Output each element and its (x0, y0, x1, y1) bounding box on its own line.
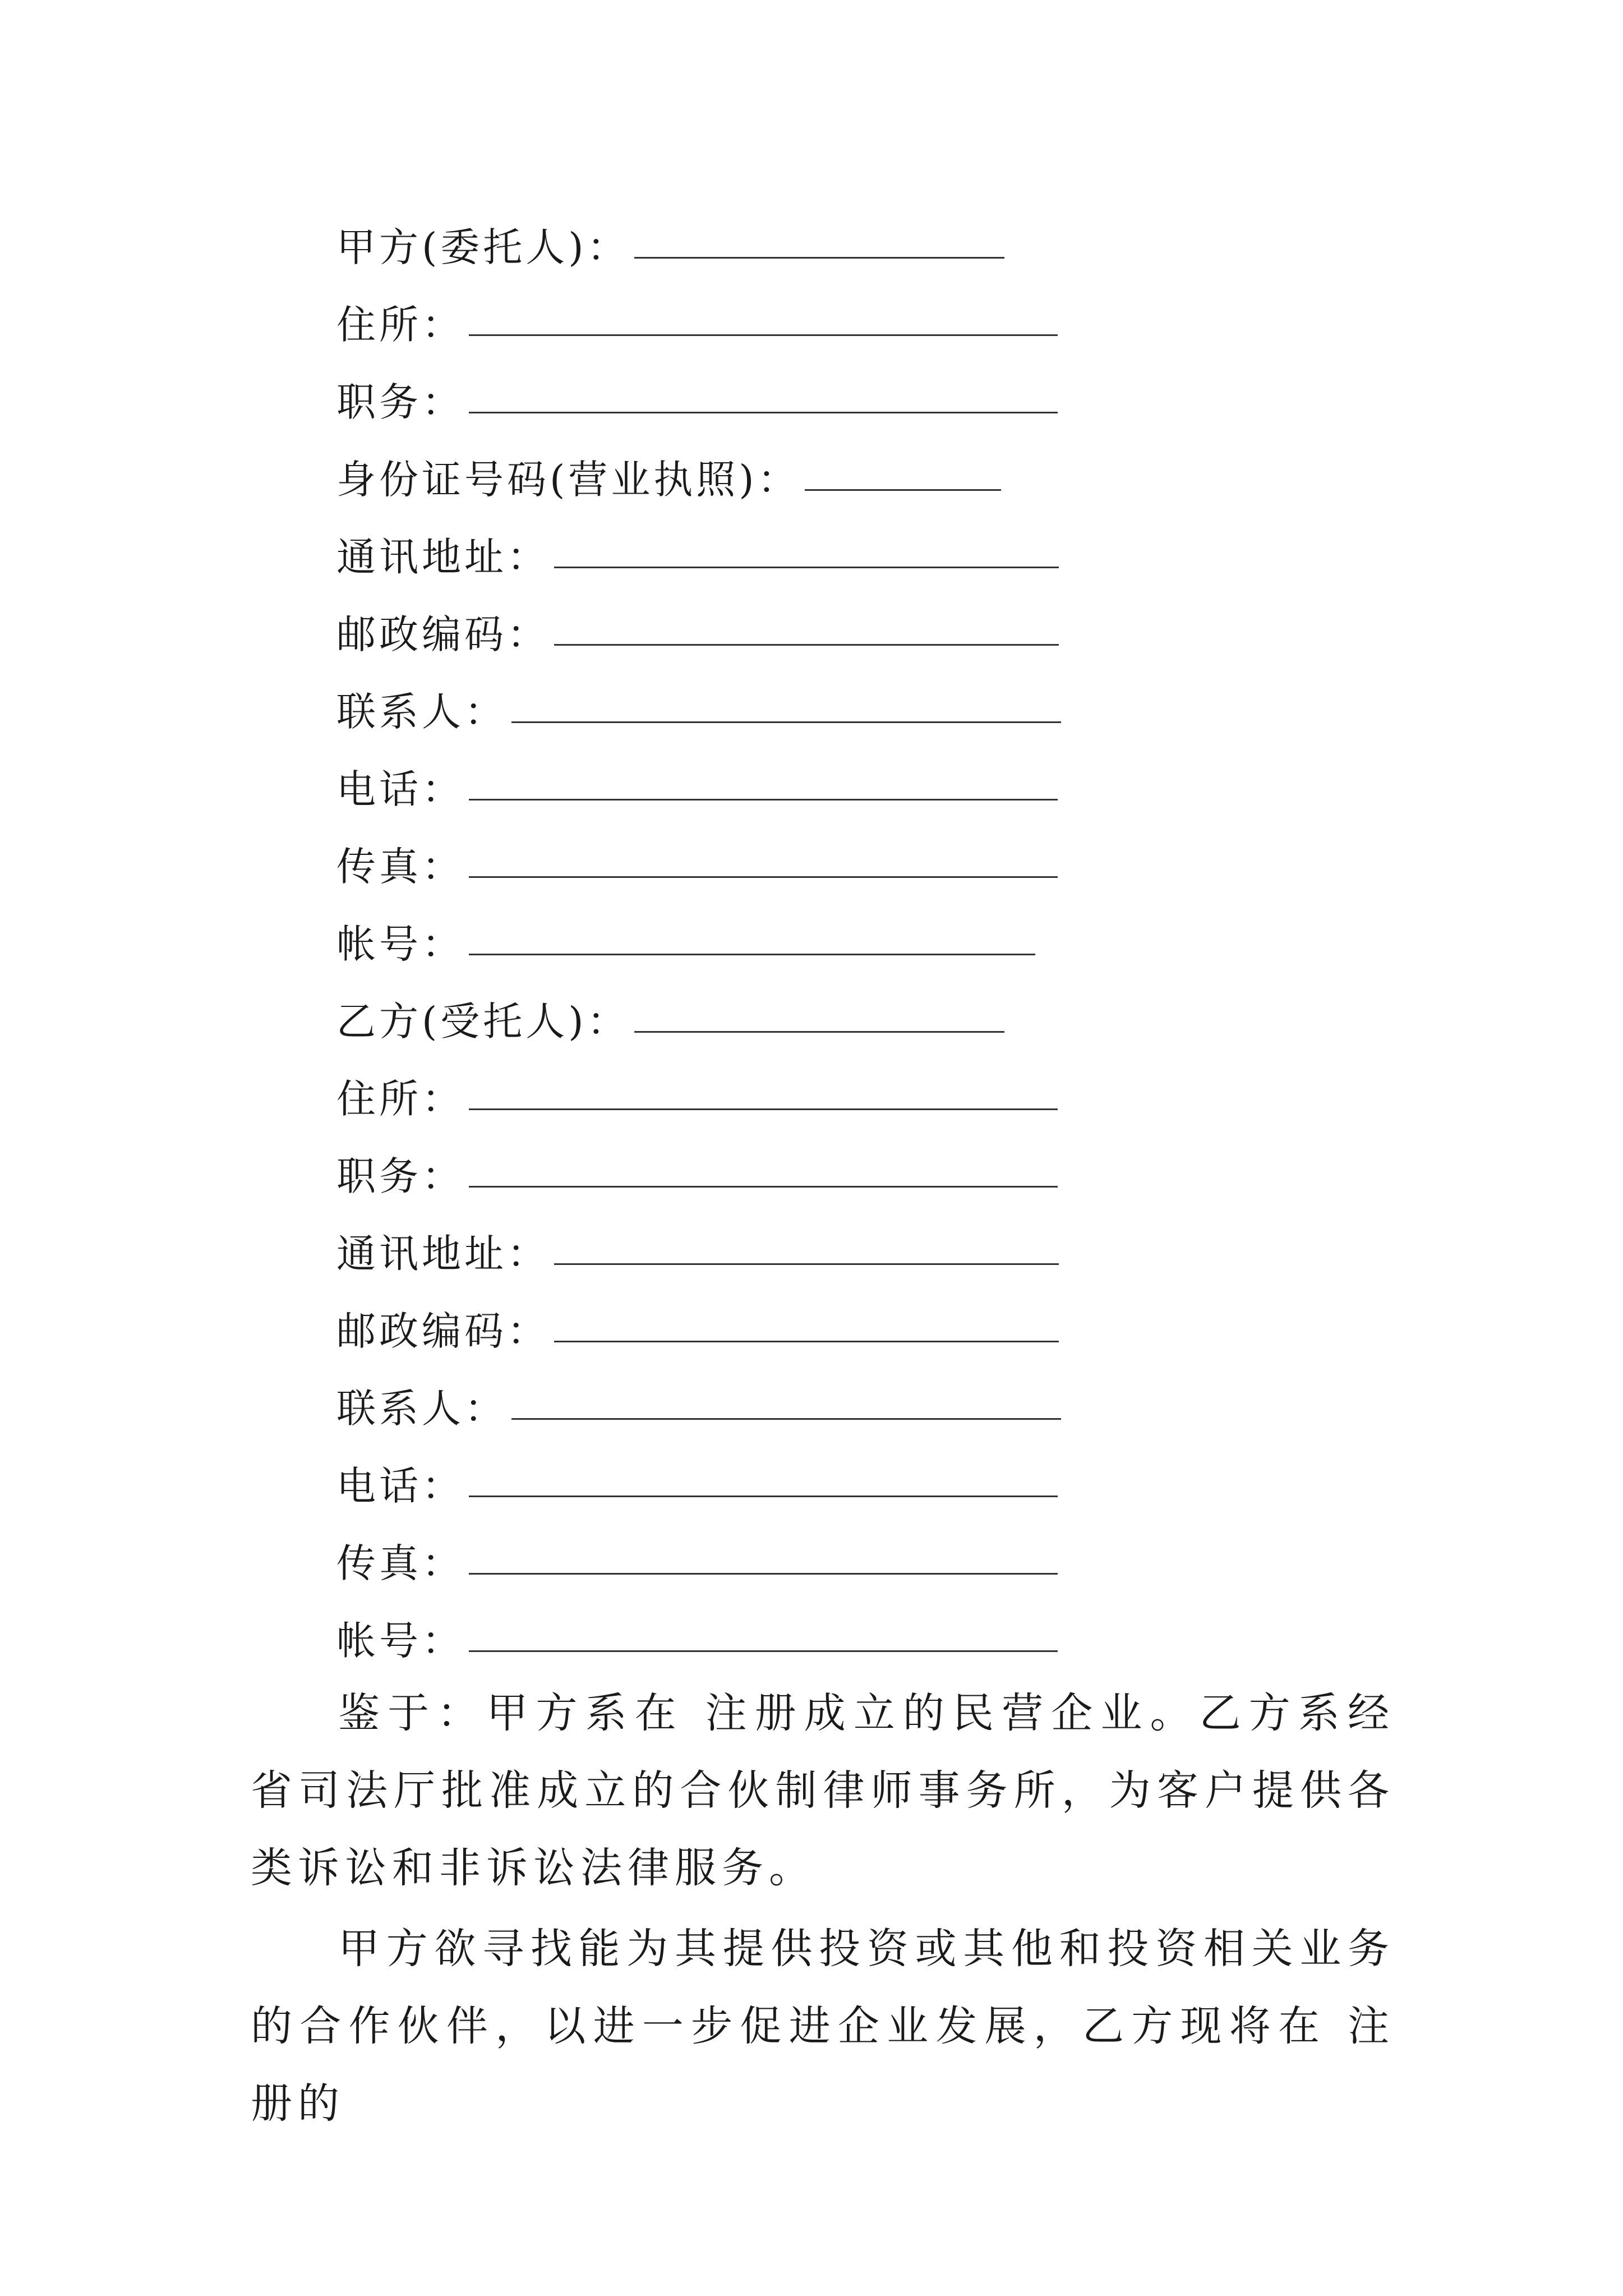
party-a-address-field (336, 291, 1058, 352)
field-label: 住所： (336, 301, 464, 348)
purpose-paragraph: 甲方欲寻找能为其提供投资或其他和投资相关业务的合作伙伴，以进一步促进企业发展，乙方现将在 注册的 (251, 1925, 1395, 2128)
party-b-label: 乙方(受托人)： (336, 998, 630, 1045)
field-label: 联系人： (336, 688, 507, 735)
field-label: 邮政编码： (336, 1308, 550, 1354)
field-label: 联系人： (336, 1385, 507, 1432)
field-label: 通讯地址： (336, 1230, 550, 1277)
field-label: 身份证号码(营业执照)： (336, 456, 800, 503)
field-label: 传真： (336, 843, 464, 890)
field-label: 职务： (336, 1153, 464, 1199)
field-label: 住所： (336, 1075, 464, 1122)
party-a-name-blank[interactable] (634, 257, 1004, 259)
field-label: 通讯地址： (336, 533, 550, 580)
party-a-fax-blank[interactable] (469, 876, 1058, 878)
party-a-account-blank[interactable] (469, 954, 1035, 955)
party-a-account-field (336, 910, 1035, 972)
party-a-postcode-field (336, 600, 1059, 662)
party-b-address-field (336, 1065, 1058, 1126)
field-label: 电话： (336, 1462, 464, 1509)
party-a-name-field (336, 213, 1004, 275)
party-a-position-field (336, 368, 1058, 430)
field-label: 帐号： (336, 921, 464, 967)
party-a-position-blank[interactable] (469, 412, 1058, 413)
field-label: 邮政编码： (336, 611, 550, 657)
field-label: 帐号： (336, 1617, 464, 1664)
party-b-phone-blank[interactable] (469, 1496, 1058, 1497)
party-b-phone-field (336, 1452, 1058, 1513)
party-b-postcode-blank[interactable] (554, 1341, 1059, 1342)
party-b-fax-field (336, 1529, 1058, 1591)
recital-paragraph: 鉴于：甲方系在 注册成立的民营企业。乙方系经 省司法厅批准成立的合伙制律师事务所，为客户提供各类诉讼和非诉讼法律服务。 (251, 1689, 1395, 1892)
party-b-address-blank[interactable] (469, 1108, 1058, 1110)
party-b-account-blank[interactable] (469, 1650, 1058, 1652)
party-b-mailing-address-blank[interactable] (554, 1263, 1059, 1265)
party-a-id-field (336, 445, 1001, 507)
party-b-fax-blank[interactable] (469, 1573, 1058, 1575)
party-b-name-blank[interactable] (634, 1031, 1004, 1033)
party-a-contact-field (336, 678, 1061, 739)
party-a-fax-field (336, 832, 1058, 894)
party-b-name-field (336, 987, 1004, 1049)
party-a-contact-blank[interactable] (511, 721, 1061, 723)
field-label: 职务： (336, 379, 464, 425)
party-b-account-field (336, 1607, 1058, 1668)
party-a-id-blank[interactable] (805, 489, 1001, 491)
party-a-postcode-blank[interactable] (554, 644, 1059, 646)
party-b-contact-field (336, 1374, 1061, 1436)
party-a-phone-field (336, 755, 1058, 817)
party-b-contact-blank[interactable] (511, 1418, 1061, 1420)
party-a-address-blank[interactable] (469, 334, 1058, 336)
party-a-mailing-address-blank[interactable] (554, 567, 1059, 568)
party-b-position-blank[interactable] (469, 1186, 1058, 1188)
party-b-postcode-field (336, 1297, 1059, 1359)
party-a-phone-blank[interactable] (469, 799, 1058, 800)
party-a-label: 甲方(委托人)： (336, 224, 630, 270)
party-b-mailing-address-field (336, 1220, 1059, 1281)
party-a-mailing-address-field (336, 523, 1059, 585)
field-label: 传真： (336, 1540, 464, 1586)
party-b-position-field (336, 1142, 1058, 1204)
field-label: 电话： (336, 766, 464, 812)
